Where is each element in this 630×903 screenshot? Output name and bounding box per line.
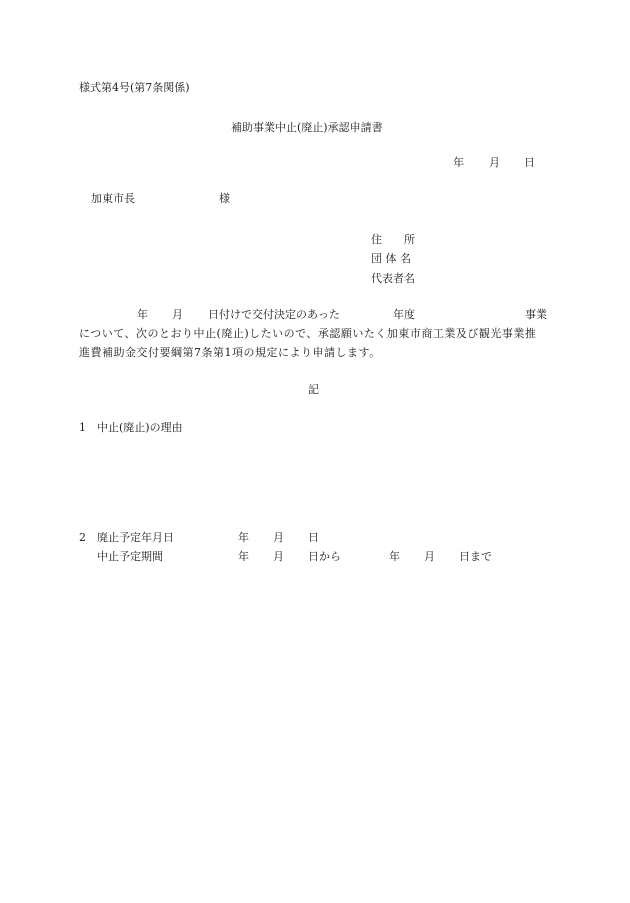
date-year-label: 年 <box>453 156 464 169</box>
date-month-label: 月 <box>489 156 500 169</box>
item-1-label: 中止(廃止)の理由 <box>97 421 183 434</box>
item-2-year-label: 年 <box>238 531 249 544</box>
period-end-day-label: 日まで <box>459 550 492 563</box>
period-start-day-label: 日から <box>308 550 341 563</box>
form-number: 様式第4号(第7条関係) <box>79 81 190 94</box>
body-line-2: について、次のとおり中止(廃止)したいので、承認願いたく加東市商工業及び観光事業推 <box>79 327 537 340</box>
period-start-year-label: 年 <box>238 550 249 563</box>
item-2-day-label: 日 <box>308 531 319 544</box>
body-date-phrase: 日付けで交付決定のあった <box>208 308 340 321</box>
body-fiscal-year-label: 年度 <box>393 308 415 321</box>
item-2-label: 廃止予定年月日 <box>97 531 174 544</box>
period-start-month-label: 月 <box>273 550 284 563</box>
body-project-label: 事業 <box>525 308 547 321</box>
body-month-label: 月 <box>172 308 183 321</box>
applicant-address-label: 住 所 <box>371 233 415 246</box>
body-line-3: 進費補助金交付要綱第7条第1項の規定により申請します。 <box>79 346 381 359</box>
ki-heading: 記 <box>308 383 319 396</box>
item-2-month-label: 月 <box>273 531 284 544</box>
body-year-label: 年 <box>137 308 148 321</box>
item-1-number: 1 <box>79 421 86 434</box>
addressee-name: 加東市長 <box>91 192 135 205</box>
item-2-number: 2 <box>79 531 86 544</box>
applicant-org-label: 団 体 名 <box>371 252 411 265</box>
date-day-label: 日 <box>524 156 535 169</box>
document-title: 補助事業中止(廃止)承認申請書 <box>231 121 383 134</box>
period-end-year-label: 年 <box>389 550 400 563</box>
addressee-honorific: 様 <box>219 192 230 205</box>
applicant-rep-label: 代表者名 <box>371 272 415 285</box>
suspension-period-label: 中止予定期間 <box>97 550 163 563</box>
period-end-month-label: 月 <box>424 550 435 563</box>
